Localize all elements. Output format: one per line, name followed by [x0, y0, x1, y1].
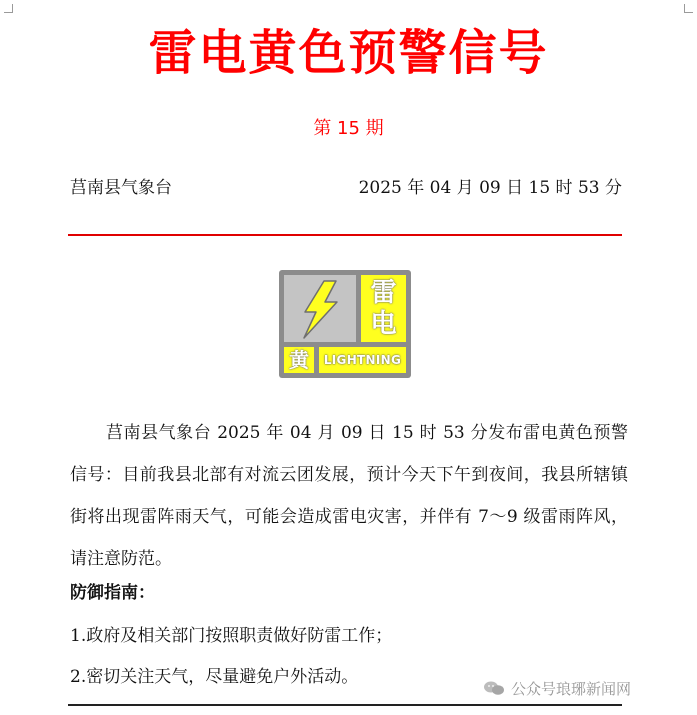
guideline-item: 2.密切关注天气，尽量避免户外活动。 — [70, 667, 359, 687]
lightning-bolt-icon — [284, 275, 356, 342]
watermark-text: 公众号琅琊新闻网 — [511, 679, 632, 698]
signal-level-char: 黄 — [284, 347, 314, 373]
guideline-item: 1.政府及相关部门按照职责做好防雷工作； — [70, 626, 393, 646]
issue-number: 第 15 期 — [313, 118, 384, 139]
document-title: 雷电黄色预警信号 — [148, 25, 549, 81]
lightning-yellow-signal-icon — [279, 270, 411, 378]
signal-english-label: LIGHTNING — [319, 347, 406, 373]
watermark — [483, 676, 631, 700]
warning-body-text: 莒南县气象台 2025 年 04 月 09 日 15 时 53 分发布雷电黄色预警信号：目前我县北部有对流云团发展，预计今天下午到夜间，我县所辖镇街将出现雷阵雨天气，可能会造成雷电灾害，并伴有 7～9 级雷雨阵风，请注意防范。 — [70, 423, 628, 569]
wechat-icon — [483, 680, 505, 696]
header-divider — [68, 234, 622, 236]
signal-name-char-1: 雷 — [370, 278, 397, 308]
issue-datetime: 2025 年 04 月 09 日 15 时 53 分 — [358, 178, 622, 198]
signal-name-box — [361, 275, 406, 342]
signal-name-char-2: 电 — [370, 309, 397, 339]
crop-mark-top-right — [684, 4, 693, 13]
crop-mark-top-left — [4, 4, 13, 13]
guidelines-heading: 防御指南： — [70, 583, 155, 603]
footer-divider — [68, 704, 622, 706]
issuer: 莒南县气象台 — [70, 178, 172, 198]
